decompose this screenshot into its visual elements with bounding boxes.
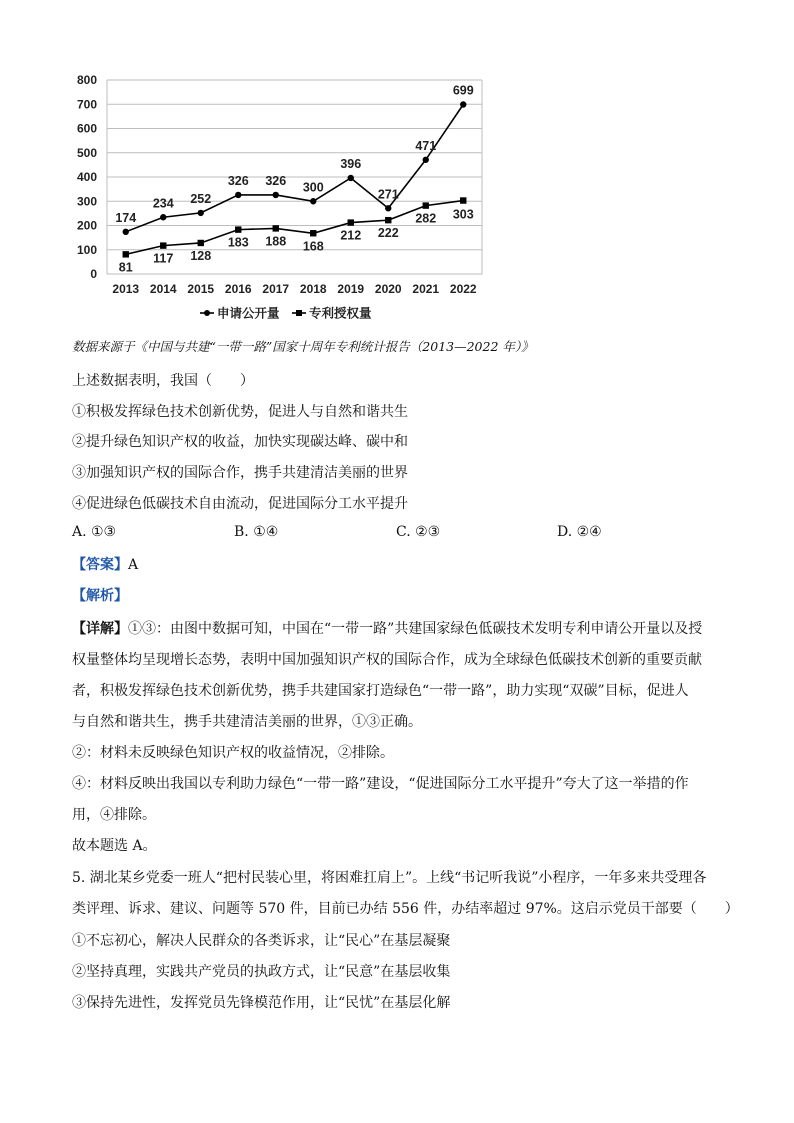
statement-2: ②提升绿色知识产权的收益，加快实现碳达峰、碳中和	[72, 434, 408, 450]
detail-line-5: ②：材料未反映绿色知识产权的收益情况，②排除。	[72, 745, 394, 761]
analysis-tag: 【解析】	[72, 588, 128, 604]
point-s2-2020	[385, 217, 391, 223]
point-s2-2016	[235, 226, 241, 232]
detail-tag: 【详解】	[72, 621, 128, 637]
q5-line-1: 5. 湖北某乡党委一班人“把村民装心里，将困难扛肩上”。上线“书记听我说”小程序，一年多来共受理各	[72, 870, 707, 886]
point-s2-2013	[123, 251, 129, 257]
y-tick-400: 400	[76, 170, 97, 184]
point-s1-2017	[273, 192, 279, 198]
data-label-s2-2018: 168	[302, 239, 324, 254]
answer-tag: 【答案】	[72, 557, 128, 573]
x-tick-2017: 2017	[262, 282, 290, 296]
x-tick-2020: 2020	[374, 282, 402, 296]
q5-line-4: ②坚持真理，实践共产党员的执政方式，让“民意”在基层收集	[72, 964, 451, 980]
data-label-s1-2020: 271	[377, 187, 399, 202]
option-a: A. ①③	[72, 524, 117, 540]
x-axis-ticks	[112, 282, 477, 296]
statement-4: ④促进绿色低碳技术自由流动，促进国际分工水平提升	[72, 496, 408, 512]
x-tick-2018: 2018	[299, 282, 327, 296]
y-tick-500: 500	[76, 145, 97, 160]
detail-line-6: ④：材料反映出我国以专利助力绿色“一带一路”建设，“促进国际分工水平提升”夸大了这一举措的作	[72, 776, 689, 792]
answer-value: A	[128, 557, 139, 573]
statement-1: ①积极发挥绿色技术创新优势，促进人与自然和谐共生	[72, 404, 408, 420]
data-label-s2-2022: 303	[452, 207, 474, 222]
x-tick-2016: 2016	[224, 282, 252, 296]
point-s1-2022	[460, 101, 466, 107]
option-c: C. ②③	[396, 524, 441, 540]
x-tick-2013: 2013	[112, 282, 140, 296]
point-s1-2015	[198, 210, 204, 216]
data-label-s1-2013: 174	[115, 210, 137, 225]
x-tick-2022: 2022	[449, 282, 477, 296]
data-label-s2-2017: 188	[265, 234, 287, 249]
q5-line-5: ③保持先进性，发挥党员先锋模范作用，让“民忧”在基层化解	[72, 995, 451, 1011]
detail-line-8: 故本题选 A。	[72, 838, 157, 854]
legend-label-1: 申请公开量	[217, 306, 280, 321]
statement-3: ③加强知识产权的国际合作，携手共建清洁美丽的世界	[72, 465, 408, 481]
point-s1-2020	[385, 205, 391, 211]
data-label-s1-2017: 326	[265, 173, 287, 188]
detail-line-2: 权量整体均呈现增长态势，表明中国加强知识产权的国际合作，成为全球绿色低碳技术创新的重要贡献	[72, 652, 702, 668]
y-tick-200: 200	[76, 218, 97, 233]
point-s1-2019	[348, 175, 354, 181]
data-label-s2-2016: 183	[227, 235, 249, 250]
point-s1-2021	[423, 157, 429, 163]
data-label-s2-2019: 212	[340, 228, 362, 243]
data-label-s2-2015: 128	[190, 248, 212, 263]
y-tick-0: 0	[90, 267, 97, 281]
y-tick-100: 100	[76, 242, 97, 257]
detail-text-1: ①③：由图中数据可知，中国在“一带一路”共建国家绿色低碳技术发明专利申请公开量以及授	[128, 621, 703, 637]
chart-legend	[200, 306, 372, 321]
y-tick-300: 300	[76, 194, 97, 209]
x-tick-2019: 2019	[337, 282, 365, 296]
series-line-1	[126, 104, 464, 231]
detail-line-3: 者，积极发挥绿色技术创新优势，携手共建国家打造绿色“一带一路”，助力实现“双碳”目标，促进人	[72, 683, 689, 699]
x-tick-2015: 2015	[187, 282, 215, 296]
point-s2-2018	[310, 230, 316, 236]
data-source-note: 数据来源于《中国与共建“一带一路”国家十周年专利统计报告（2013—2022 年）》	[72, 339, 534, 354]
data-label-s1-2019: 396	[340, 156, 362, 171]
point-s1-2014	[160, 214, 166, 220]
detail-line-4: 与自然和谐共生，携手共建清洁美丽的世界，①③正确。	[72, 714, 422, 730]
data-label-s2-2014: 117	[153, 251, 174, 266]
point-s2-2022	[460, 197, 466, 203]
answer-line	[72, 555, 138, 575]
y-tick-800: 800	[76, 73, 97, 87]
data-label-s1-2014: 234	[152, 196, 174, 211]
chart-series	[115, 83, 473, 274]
point-s1-2016	[235, 192, 241, 198]
patent-line-chart	[60, 62, 500, 324]
point-s2-2019	[348, 219, 354, 225]
data-label-s2-2013: 81	[118, 260, 133, 275]
option-d: D. ②④	[557, 524, 602, 540]
legend-marker-2	[296, 310, 302, 316]
data-label-s1-2022: 699	[452, 83, 474, 98]
data-label-s2-2020: 222	[377, 226, 399, 241]
question-stem: 上述数据表明，我国（ ）	[72, 373, 254, 389]
data-label-s2-2021: 282	[415, 211, 437, 226]
point-s1-2018	[310, 198, 316, 204]
q5-line-3: ①不忘初心，解决人民群众的各类诉求，让“民心”在基层凝聚	[72, 933, 451, 949]
legend-label-2: 专利授权量	[309, 306, 372, 321]
y-tick-600: 600	[76, 121, 97, 136]
option-b: B. ①④	[234, 524, 279, 540]
data-label-s1-2015: 252	[190, 191, 212, 206]
analysis-line	[72, 586, 128, 606]
point-s2-2021	[423, 202, 429, 208]
detail-line-1	[72, 619, 702, 639]
series-line-2	[126, 201, 464, 255]
point-s2-2015	[198, 240, 204, 246]
x-tick-2014: 2014	[149, 282, 177, 296]
y-tick-700: 700	[76, 97, 97, 112]
data-label-s1-2021: 471	[415, 138, 437, 153]
detail-line-7: 用，④排除。	[72, 807, 156, 823]
legend-marker-1	[204, 310, 210, 316]
data-label-s1-2018: 300	[302, 180, 324, 195]
point-s1-2013	[123, 229, 129, 235]
q5-line-2: 类评理、诉求、建议、问题等 570 件，目前已办结 556 件，办结率超过 97%。这启示党员干部要（ ）	[72, 901, 739, 917]
x-tick-2021: 2021	[412, 282, 440, 296]
point-s2-2014	[160, 242, 166, 248]
y-axis-ticks	[77, 73, 97, 281]
data-label-s1-2016: 326	[227, 173, 249, 188]
point-s2-2017	[273, 225, 279, 231]
